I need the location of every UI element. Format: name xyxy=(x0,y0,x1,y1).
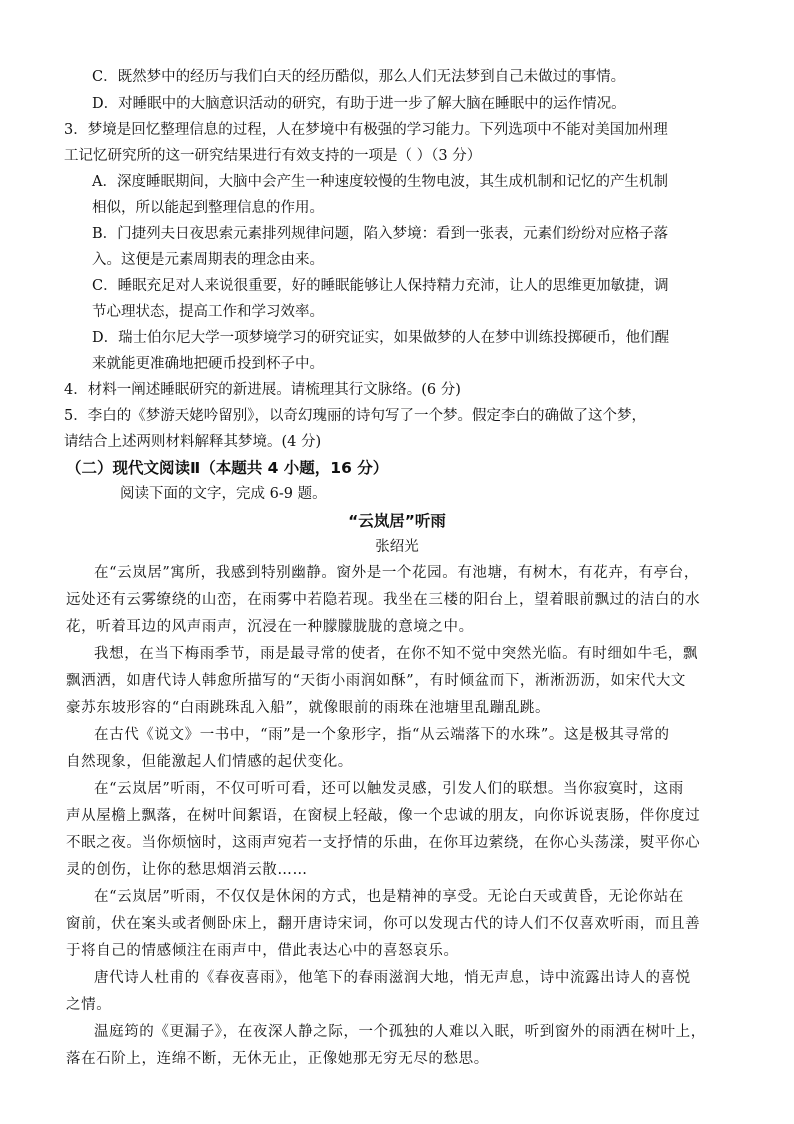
article-line: 温庭筠的《更漏子》，在夜深人静之际，一个孤独的人难以入眠，听到窗外的雨洒在树叶上， xyxy=(94,1024,706,1040)
article-line: 在古代《说文》一书中，“雨”是一个象形字，指“从云端落下的水珠”。这是极其寻常的 xyxy=(94,727,670,743)
q3-option-d-line-1: D．瑞士伯尔尼大学一项梦境学习的研究证实，如果做梦的人在梦中训练投掷硬币，他们醒 xyxy=(92,330,670,346)
q3-option-b-line-2: 入。这便是元素周期表的理念由来。 xyxy=(92,252,324,268)
q3-stem-line-1: 3．梦境是回忆整理信息的过程，人在梦境中有极强的学习能力。下列选项中不能对美国加州理 xyxy=(64,122,668,138)
q3-option-a-line-2: 相似，所以能起到整理信息的作用。 xyxy=(92,200,324,216)
article-author: 张绍光 xyxy=(375,539,419,555)
article-line: 之情。 xyxy=(66,997,112,1013)
q3-option-d-line-2: 来就能更准确地把硬币投到杯子中。 xyxy=(92,356,324,372)
article-line: 在“云岚居”寓所，我感到特别幽静。窗外是一个花园。有池塘，有树木，有花卉，有亭台， xyxy=(94,565,699,581)
article-line: 自然现象，但能激起人们情感的起伏变化。 xyxy=(66,754,353,770)
article-line: 落在石阶上，连绵不断，无休无止，正像她那无穷无尽的愁思。 xyxy=(66,1051,489,1067)
article-line: 我想，在当下梅雨季节，雨是最寻常的使者，在你不知不觉中突然光临。有时细如牛毛，飘 xyxy=(94,646,698,662)
q3-option-a-line-1: A．深度睡眠期间，大脑中会产生一种速度较慢的生物电波，其生成机制和记忆的产生机制 xyxy=(92,174,668,190)
article-line: 飘洒洒，如唐代诗人韩愈所描写的“天街小雨润如酥”，有时倾盆而下，淅淅沥沥，如宋代大文 xyxy=(66,673,687,689)
q5-line-1: 5．李白的《梦游天姥吟留别》，以奇幻瑰丽的诗句写了一个梦。假定李白的确做了这个梦， xyxy=(64,408,646,424)
section-heading: （二）现代文阅读Ⅱ（本题共 4 小题，16 分） xyxy=(66,459,389,477)
article-line: 在“云岚居”听雨，不仅可听可看，还可以触发灵感，引发人们的联想。当你寂寞时，这雨 xyxy=(94,781,684,797)
article-line: 窗前，伏在案头或者侧卧床上，翻开唐诗宋词，你可以发现古代的诗人们不仅喜欢听雨，而且善 xyxy=(66,916,701,932)
article-line: 不眠之夜。当你烦恼时，这雨声宛若一支抒情的乐曲，在你耳边萦绕，在你心头荡漾，熨平你心 xyxy=(66,835,701,851)
q5-line-2: 请结合上述两则材料解释其梦境。(4 分) xyxy=(64,434,322,450)
article-title: “云岚居”听雨 xyxy=(348,512,446,530)
article-line: 花，听着耳边的风声雨声，沉浸在一种朦朦胧胧的意境之中。 xyxy=(66,619,474,635)
article-line: 远处还有云雾缭绕的山峦，在雨雾中若隐若现。我坐在三楼的阳台上，望着眼前飘过的洁白的水 xyxy=(66,592,701,608)
section-instruction: 阅读下面的文字，完成 6-9 题。 xyxy=(120,486,327,502)
q2-option-c: C．既然梦中的经历与我们白天的经历酷似，那么人们无法梦到自己未做过的事情。 xyxy=(92,69,626,85)
q3-stem-line-2: 工记忆研究所的这一研究结果进行有效支持的一项是（ ）（3 分） xyxy=(64,148,482,164)
article-line: 于将自己的情感倾注在雨声中，借此表达心中的喜怒哀乐。 xyxy=(66,943,459,959)
article-line: 声从屋檐上飘落，在树叶间絮语，在窗棂上轻敲，像一个忠诚的朋友，向你诉说衷肠，伴你度过 xyxy=(66,808,701,824)
q4-text: 4．材料一阐述睡眠研究的新进展。请梳理其行文脉络。(6 分) xyxy=(64,382,461,398)
q3-option-c-line-1: C．睡眠充足对人来说很重要，好的睡眠能够让人保持精力充沛，让人的思维更加敏捷，调 xyxy=(92,278,669,294)
q2-option-d: D．对睡眠中的大脑意识活动的研究，有助于进一步了解大脑在睡眠中的运作情况。 xyxy=(92,96,626,112)
q3-option-b-line-1: B．门捷列夫日夜思索元素排列规律问题，陷入梦境：看到一张表，元素们纷纷对应格子落 xyxy=(92,226,669,242)
article-line: 唐代诗人杜甫的《春夜喜雨》，他笔下的春雨滋润大地，悄无声息，诗中流露出诗人的喜悦 xyxy=(94,970,691,986)
article-line: 豪苏东坡形容的“白雨跳珠乱入船”，就像眼前的雨珠在池塘里乱蹦乱跳。 xyxy=(66,700,551,716)
article-line: 在“云岚居”听雨，不仅仅是休闲的方式，也是精神的享受。无论白天或黄昏，无论你站在 xyxy=(94,889,684,905)
article-line: 灵的创伤，让你的愁思烟消云散…… xyxy=(66,862,308,878)
q3-option-c-line-2: 节心理状态，提高工作和学习效率。 xyxy=(92,304,324,320)
